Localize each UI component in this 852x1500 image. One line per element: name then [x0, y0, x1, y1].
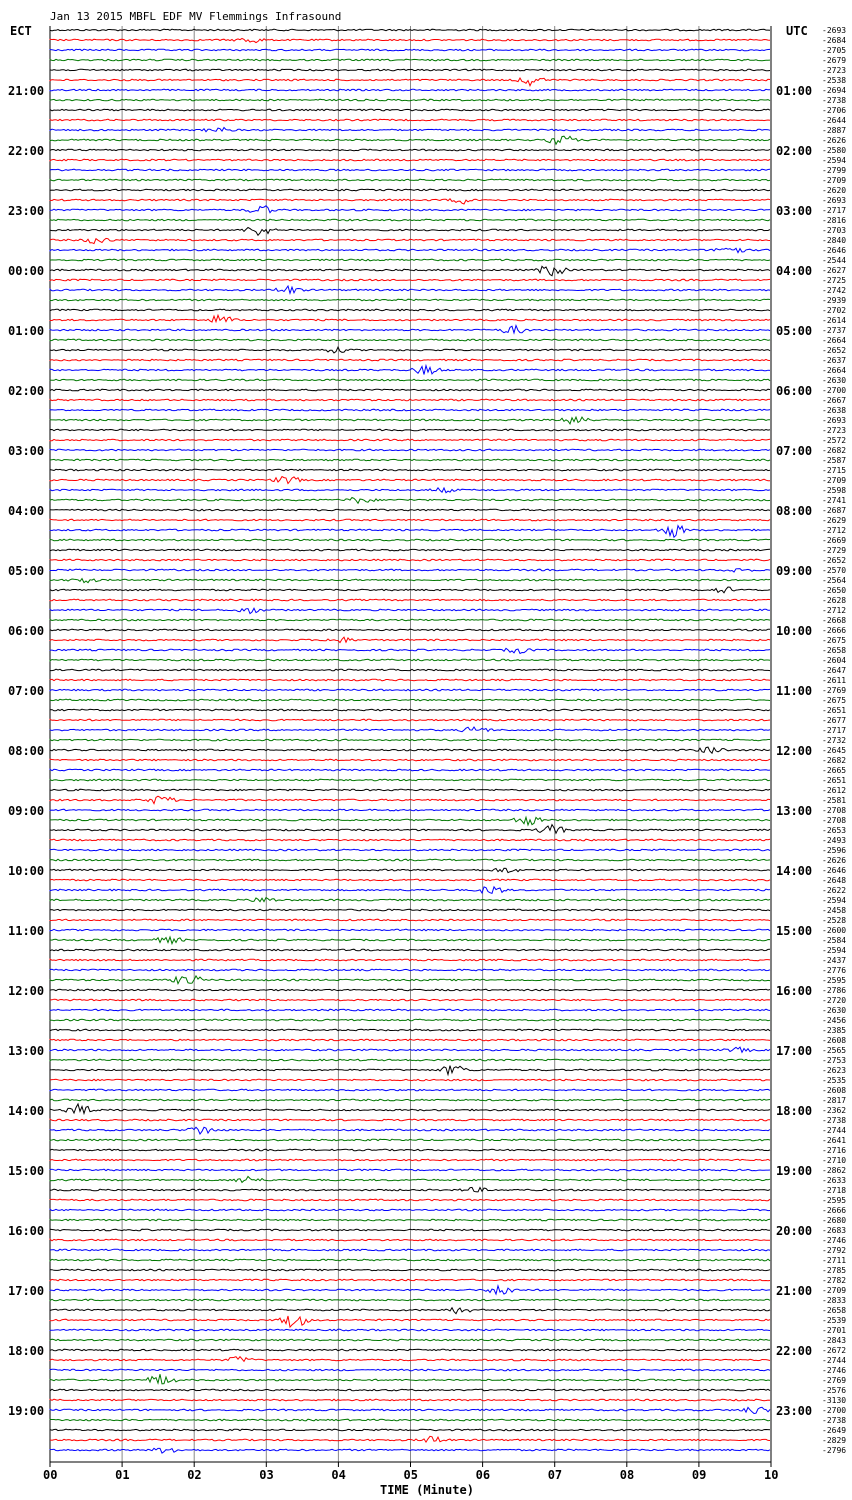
trace-value-label: -2769 [822, 686, 847, 695]
trace-value-label: -2622 [822, 886, 847, 895]
trace-value-label: -2701 [822, 1326, 847, 1335]
trace-value-label: -2493 [822, 836, 847, 845]
hour-label-left: 15:00 [8, 1164, 45, 1178]
trace-value-label: -2664 [822, 366, 847, 375]
x-tick-label: 05 [403, 1468, 418, 1482]
trace-value-label: -2629 [822, 516, 847, 525]
hour-label-left: 14:00 [8, 1104, 45, 1118]
hour-label-left: 23:00 [8, 204, 45, 218]
hour-label-left: 10:00 [8, 864, 45, 878]
trace-value-label: -2644 [822, 116, 847, 125]
trace-value-label: -2718 [822, 1186, 847, 1195]
trace-value-label: -2666 [822, 626, 847, 635]
chart-title: Jan 13 2015 MBFL EDF MV Flemmings Infrasound [50, 10, 342, 23]
x-tick-label: 08 [619, 1468, 635, 1482]
hour-label-left: 19:00 [8, 1404, 45, 1418]
trace-value-label: -2594 [822, 156, 847, 165]
trace-value-label: -2738 [822, 96, 847, 105]
hour-label-right: 11:00 [776, 684, 813, 698]
trace-value-label: -2712 [822, 526, 847, 535]
x-tick-label: 01 [115, 1468, 130, 1482]
trace-value-label: -2792 [822, 1246, 847, 1255]
x-tick-label: 02 [187, 1468, 202, 1482]
hour-label-left: 05:00 [8, 564, 45, 578]
trace-value-label: -2829 [822, 1436, 847, 1445]
hour-label-left: 16:00 [8, 1224, 45, 1238]
trace-value-label: -2710 [822, 1156, 847, 1165]
hour-label-right: 02:00 [776, 144, 813, 158]
hour-label-right: 07:00 [776, 444, 813, 458]
trace-value-label: -2843 [822, 1336, 847, 1345]
trace-value-label: -2672 [822, 1346, 847, 1355]
x-tick-label: 06 [475, 1468, 491, 1482]
trace-value-label: -2680 [822, 1216, 847, 1225]
trace-value-label: -2677 [822, 716, 847, 725]
hour-label-right: 23:00 [776, 1404, 813, 1418]
x-tick-label: 09 [691, 1468, 707, 1482]
trace-value-label: -2437 [822, 956, 847, 965]
trace-value-label: -2665 [822, 766, 847, 775]
trace-value-label: -2729 [822, 546, 847, 555]
trace-value-label: -2683 [822, 1226, 847, 1235]
trace-value-label: -2709 [822, 176, 847, 185]
trace-value-label: -2776 [822, 966, 847, 975]
trace-value-label: -2742 [822, 286, 847, 295]
trace-value-label: -2458 [822, 906, 847, 915]
x-tick-label: 10 [764, 1468, 779, 1482]
hour-label-right: 15:00 [776, 924, 813, 938]
x-tick-label: 00 [43, 1468, 58, 1482]
hour-label-left: 08:00 [8, 744, 45, 758]
trace-value-label: -2675 [822, 636, 847, 645]
trace-value-label: -2612 [822, 786, 847, 795]
trace-value-label: -2544 [822, 256, 847, 265]
hour-label-right: 09:00 [776, 564, 813, 578]
trace-value-label: -2633 [822, 1176, 847, 1185]
trace-value-label: -2596 [822, 846, 847, 855]
hour-label-right: 17:00 [776, 1044, 813, 1058]
trace-value-label: -2638 [822, 406, 847, 415]
trace-value-label: -2744 [822, 1356, 847, 1365]
trace-value-label: -2600 [822, 926, 847, 935]
hour-label-right: 22:00 [776, 1344, 813, 1358]
trace-value-label: -2817 [822, 1096, 847, 1105]
trace-value-label: -2598 [822, 486, 847, 495]
hour-label-left: 12:00 [8, 984, 45, 998]
trace-value-label: -2628 [822, 596, 847, 605]
trace-value-labels [822, 26, 846, 1455]
trace-value-label: -2630 [822, 1006, 847, 1015]
trace-value-label: -2682 [822, 446, 847, 455]
trace-value-label: -2746 [822, 1366, 847, 1375]
right-timezone-label: UTC [786, 24, 808, 38]
hour-label-left: 17:00 [8, 1284, 45, 1298]
trace-value-label: -2587 [822, 456, 847, 465]
trace-value-label: -2687 [822, 506, 847, 515]
trace-value-label: -2709 [822, 1286, 847, 1295]
trace-value-label: -2715 [822, 466, 847, 475]
trace-value-label: -2580 [822, 146, 847, 155]
hour-label-left: 01:00 [8, 324, 45, 338]
trace-value-label: -2595 [822, 976, 847, 985]
trace-value-label: -3130 [822, 1396, 847, 1405]
trace-value-label: -2887 [822, 126, 847, 135]
trace-value-label: -2664 [822, 336, 847, 345]
trace-value-label: -2711 [822, 1256, 847, 1265]
trace-value-label: -2708 [822, 806, 847, 815]
hour-label-right: 03:00 [776, 204, 813, 218]
trace-value-label: -2717 [822, 726, 847, 735]
trace-value-label: -2746 [822, 1236, 847, 1245]
trace-value-label: -2796 [822, 1446, 847, 1455]
trace-value-label: -2741 [822, 496, 847, 505]
trace-value-label: -2723 [822, 426, 847, 435]
trace-value-label: -2684 [822, 36, 847, 45]
trace-value-label: -2666 [822, 1206, 847, 1215]
trace-value-label: -2645 [822, 746, 847, 755]
hour-label-right: 20:00 [776, 1224, 813, 1238]
trace-value-label: -2725 [822, 276, 847, 285]
hour-label-right: 10:00 [776, 624, 813, 638]
trace-value-label: -2652 [822, 556, 847, 565]
hour-label-right: 16:00 [776, 984, 813, 998]
trace-value-label: -2581 [822, 796, 847, 805]
trace-value-label: -2669 [822, 536, 847, 545]
trace-value-label: -2653 [822, 826, 847, 835]
trace-value-label: -2627 [822, 266, 847, 275]
trace-value-label: -2694 [822, 86, 847, 95]
trace-value-label: -2608 [822, 1036, 847, 1045]
trace-value-label: -2646 [822, 866, 847, 875]
x-axis-label: TIME (Minute) [380, 1483, 474, 1497]
trace-value-label: -2576 [822, 1386, 847, 1395]
hour-label-left: 11:00 [8, 924, 45, 938]
trace-value-label: -2649 [822, 1426, 847, 1435]
trace-value-label: -2647 [822, 666, 847, 675]
hour-label-right: 14:00 [776, 864, 813, 878]
trace-value-label: -2626 [822, 856, 847, 865]
trace-value-label: -2716 [822, 1146, 847, 1155]
hour-label-left: 00:00 [8, 264, 45, 278]
trace-value-label: -2626 [822, 136, 847, 145]
trace-value-label: -2708 [822, 816, 847, 825]
trace-value-label: -2738 [822, 1416, 847, 1425]
trace-value-label: -2679 [822, 56, 847, 65]
hour-label-left: 18:00 [8, 1344, 45, 1358]
hour-label-right: 01:00 [776, 84, 813, 98]
trace-value-label: -2539 [822, 1316, 847, 1325]
trace-value-label: -2456 [822, 1016, 847, 1025]
trace-value-label: -2584 [822, 936, 847, 945]
trace-value-label: -2637 [822, 356, 847, 365]
hour-label-right: 19:00 [776, 1164, 813, 1178]
trace-value-label: -2723 [822, 66, 847, 75]
trace-value-label: -2782 [822, 1276, 847, 1285]
trace-value-label: -2528 [822, 916, 847, 925]
x-tick-label: 03 [259, 1468, 274, 1482]
trace-value-label: -2706 [822, 106, 847, 115]
trace-value-label: -2700 [822, 1406, 847, 1415]
trace-value-label: -2668 [822, 616, 847, 625]
trace-value-label: -2650 [822, 586, 847, 595]
trace-value-label: -2682 [822, 756, 847, 765]
trace-value-label: -2703 [822, 226, 847, 235]
trace-value-label: -2385 [822, 1026, 847, 1035]
hour-label-left: 03:00 [8, 444, 45, 458]
trace-value-label: -2535 [822, 1076, 847, 1085]
hour-label-left: 13:00 [8, 1044, 45, 1058]
x-tick-label: 07 [547, 1468, 563, 1482]
trace-value-label: -2833 [822, 1296, 847, 1305]
trace-value-label: -2570 [822, 566, 847, 575]
trace-value-label: -2786 [822, 986, 847, 995]
trace-value-label: -2608 [822, 1086, 847, 1095]
trace-value-label: -2693 [822, 196, 847, 205]
hour-label-left: 22:00 [8, 144, 45, 158]
hour-label-right: 08:00 [776, 504, 813, 518]
trace-value-label: -2564 [822, 576, 847, 585]
hour-label-left: 04:00 [8, 504, 45, 518]
trace-value-label: -2572 [822, 436, 847, 445]
x-axis [43, 1462, 778, 1482]
trace-value-label: -2717 [822, 206, 847, 215]
trace-value-label: -2785 [822, 1266, 847, 1275]
trace-value-label: -2720 [822, 996, 847, 1005]
x-tick-label: 04 [331, 1468, 346, 1482]
trace-value-label: -2594 [822, 946, 847, 955]
trace-value-label: -2712 [822, 606, 847, 615]
trace-value-label: -2700 [822, 386, 847, 395]
hour-label-right: 12:00 [776, 744, 813, 758]
trace-value-label: -2753 [822, 1056, 847, 1065]
right-hour-labels [776, 84, 812, 1418]
trace-value-label: -2667 [822, 396, 847, 405]
hour-label-right: 21:00 [776, 1284, 813, 1298]
trace-value-label: -2641 [822, 1136, 847, 1145]
trace-value-label: -2362 [822, 1106, 847, 1115]
trace-value-label: -2651 [822, 706, 847, 715]
hour-label-right: 18:00 [776, 1104, 813, 1118]
hour-label-right: 06:00 [776, 384, 813, 398]
trace-value-label: -2744 [822, 1126, 847, 1135]
trace-value-label: -2862 [822, 1166, 847, 1175]
trace-value-label: -2623 [822, 1066, 847, 1075]
minute-gridlines [50, 26, 771, 1462]
hour-label-right: 13:00 [776, 804, 813, 818]
hour-label-left: 07:00 [8, 684, 45, 698]
left-timezone-label: ECT [10, 24, 32, 38]
hour-label-right: 04:00 [776, 264, 813, 278]
hour-label-left: 21:00 [8, 84, 45, 98]
trace-value-label: -2614 [822, 316, 847, 325]
trace-value-label: -2646 [822, 246, 847, 255]
trace-value-label: -2538 [822, 76, 847, 85]
trace-value-label: -2693 [822, 26, 847, 35]
trace-value-label: -2630 [822, 376, 847, 385]
trace-value-label: -2738 [822, 1116, 847, 1125]
trace-value-label: -2769 [822, 1376, 847, 1385]
trace-value-label: -2693 [822, 416, 847, 425]
trace-value-label: -2658 [822, 1306, 847, 1315]
trace-value-label: -2702 [822, 306, 847, 315]
trace-value-label: -2604 [822, 656, 847, 665]
trace-value-label: -2732 [822, 736, 847, 745]
trace-value-label: -2799 [822, 166, 847, 175]
trace-value-label: -2675 [822, 696, 847, 705]
trace-value-label: -2565 [822, 1046, 847, 1055]
trace-value-label: -2737 [822, 326, 847, 335]
trace-value-label: -2595 [822, 1196, 847, 1205]
trace-value-label: -2620 [822, 186, 847, 195]
trace-value-label: -2840 [822, 236, 847, 245]
trace-value-label: -2658 [822, 646, 847, 655]
hour-label-left: 06:00 [8, 624, 45, 638]
trace-value-label: -2939 [822, 296, 847, 305]
left-hour-labels [8, 84, 44, 1418]
trace-value-label: -2651 [822, 776, 847, 785]
hour-label-left: 09:00 [8, 804, 45, 818]
trace-value-label: -2652 [822, 346, 847, 355]
trace-value-label: -2594 [822, 896, 847, 905]
hour-label-left: 02:00 [8, 384, 45, 398]
trace-value-label: -2611 [822, 676, 847, 685]
hour-label-right: 05:00 [776, 324, 813, 338]
trace-value-label: -2705 [822, 46, 847, 55]
trace-value-label: -2648 [822, 876, 847, 885]
trace-value-label: -2709 [822, 476, 847, 485]
trace-value-label: -2816 [822, 216, 847, 225]
